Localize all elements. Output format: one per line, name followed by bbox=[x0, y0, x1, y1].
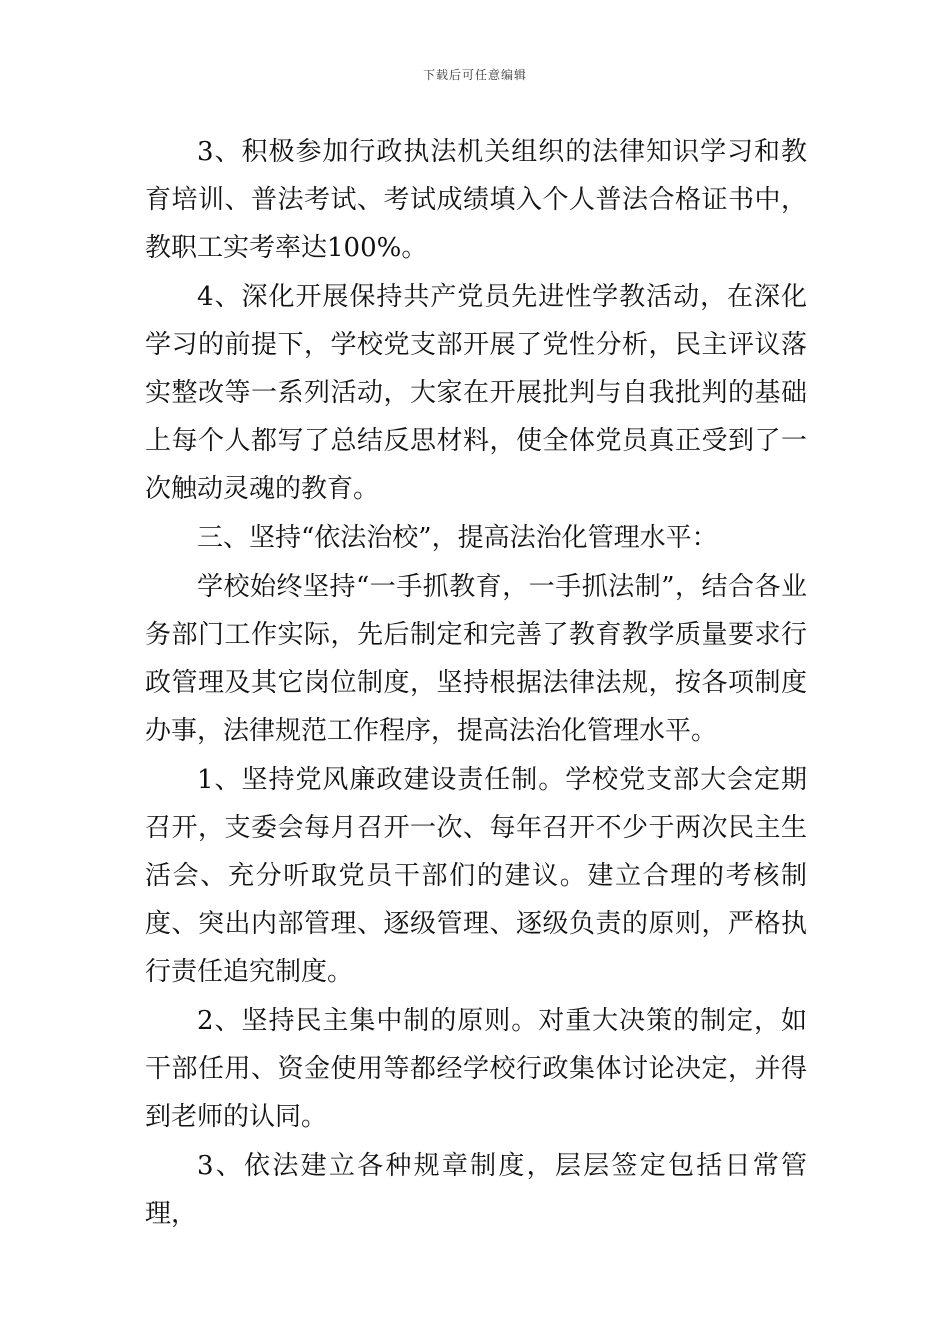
paragraph-item-2-democratic-centralism: 2、坚持民主集中制的原则。对重大决策的制定，如干部任用、资金使用等都经学校行政集体讨论决定，并得到老师的认同。 bbox=[145, 1006, 807, 1132]
paragraph-section-intro: 学校始终坚持“一手抓教育，一手抓法制”，结合各业务部门工作实际，先后制定和完善了教育教学质量要求行政管理及其它岗位制度，坚持根据法律法规，按各项制度办事，法律规范工作程序，提高法治化管理水平。 bbox=[145, 572, 807, 746]
paragraph-item-3-regulations: 3、依法建立各种规章制度，层层签定包括日常管理， bbox=[145, 1151, 807, 1229]
page-header: 下载后可任意编辑 bbox=[422, 68, 527, 82]
paragraph-item-1-responsibility: 1、坚持党风廉政建设责任制。学校党支部大会定期召开，支委会每月召开一次、每年召开不少于两次民主生活会、充分听取党员干部们的建议。建立合理的考核制度、突出内部管理、逐级管理、逐级负责的原则，严格执行责任追究制度。 bbox=[145, 765, 807, 987]
section-heading-rule-of-law: 三、坚持“依法治校”，提高法治化管理水平： bbox=[197, 523, 718, 553]
paragraph-item-4-party-education: 4、深化开展保持共产党员先进性学教活动，在深化学习的前提下，学校党支部开展了党性分析，民主评议落实整改等一系列活动，大家在开展批判与自我批判的基础上每个人都写了总结反思材料，使全体党员真正受到了一次触动灵魂的教育。 bbox=[145, 282, 807, 504]
document-body bbox=[145, 128, 807, 1238]
paragraph-item-3-exam: 3、积极参加行政执法机关组织的法律知识学习和教育培训、普法考试、考试成绩填入个人普法合格证书中，教职工实考率达100%。 bbox=[145, 137, 807, 263]
